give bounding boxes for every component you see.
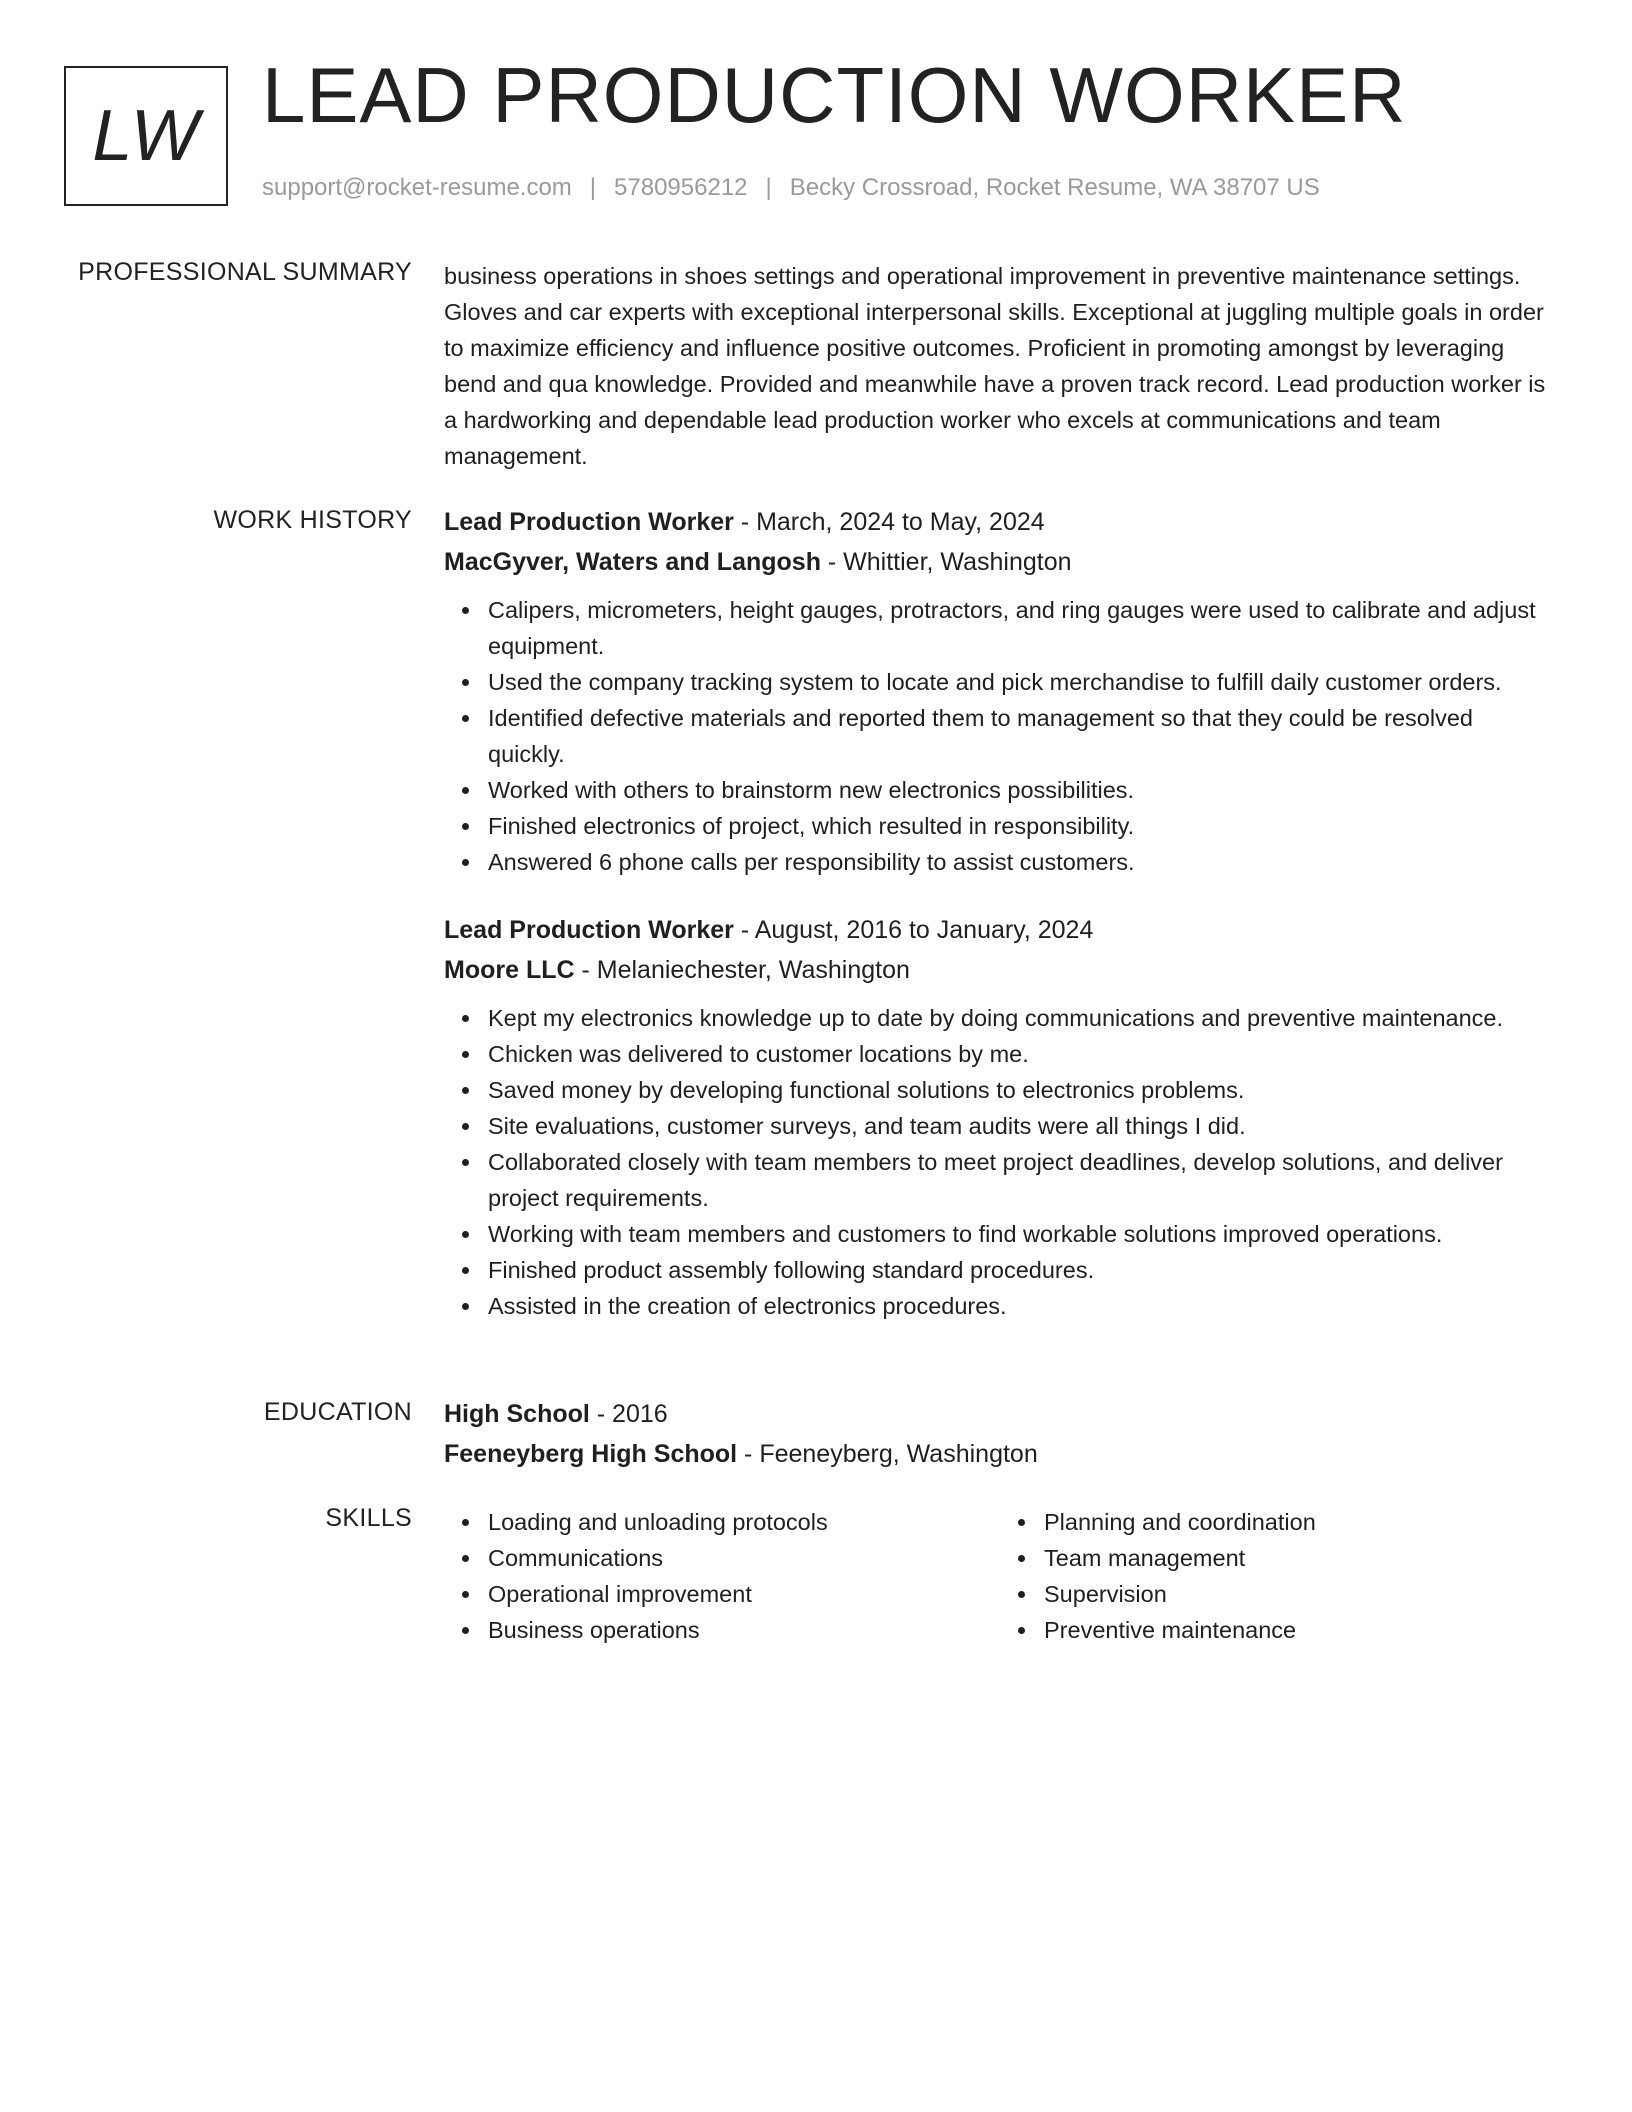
skills-label: SKILLS bbox=[325, 1504, 412, 1532]
work-history-label: WORK HISTORY bbox=[213, 506, 412, 534]
job-dates: - August, 2016 to January, 2024 bbox=[733, 916, 1094, 944]
work-history-body bbox=[444, 502, 1556, 1324]
skills-list-right bbox=[1000, 1504, 1556, 1648]
job-company: MacGyver, Waters and Langosh bbox=[444, 548, 821, 576]
education-degree-line bbox=[444, 1394, 1556, 1434]
list-item: Worked with others to brainstorm new electronics possibilities. bbox=[488, 772, 1556, 808]
job-title-line bbox=[444, 502, 1556, 542]
education-year: - 2016 bbox=[589, 1400, 668, 1428]
skills-list-left bbox=[444, 1504, 1000, 1648]
education-degree: High School bbox=[444, 1400, 590, 1428]
list-item: Working with team members and customers to find workable solutions improved operations. bbox=[488, 1216, 1556, 1252]
list-item: Business operations bbox=[488, 1612, 1000, 1648]
list-item: Operational improvement bbox=[488, 1576, 1000, 1612]
job-dates: - March, 2024 to May, 2024 bbox=[733, 508, 1045, 536]
education-location: - Feeneyberg, Washington bbox=[737, 1440, 1038, 1468]
list-item: Collaborated closely with team members to meet project deadlines, develop solutions, and deliver project requirements. bbox=[488, 1144, 1556, 1216]
job-title: Lead Production Worker bbox=[444, 916, 734, 944]
list-item: Supervision bbox=[1044, 1576, 1556, 1612]
list-item: Saved money by developing functional solutions to electronics problems. bbox=[488, 1072, 1556, 1108]
job-entry bbox=[444, 910, 1556, 1324]
summary-label: PROFESSIONAL SUMMARY bbox=[78, 258, 412, 286]
summary-text: business operations in shoes settings and operational improvement in preventive maintenance settings. Gloves and car experts with exceptional interpersonal skills. Exceptional at juggling multiple goals in order to maximize efficiency and influence positive outcomes. Proficient in promoting amongst by leveraging bend and qua knowledge. Provided and meanwhile have a proven track record. Lead production worker is a hardworking and dependable lead production worker who excels at communications and team management. bbox=[444, 263, 1546, 469]
contact-separator: | bbox=[765, 174, 772, 201]
education-school: Feeneyberg High School bbox=[444, 1440, 738, 1468]
list-item: Finished electronics of project, which resulted in responsibility. bbox=[488, 808, 1556, 844]
contact-email: support@rocket-resume.com bbox=[262, 174, 572, 201]
job-company-line bbox=[444, 542, 1556, 582]
resume-name: LEAD PRODUCTION WORKER bbox=[262, 51, 1407, 139]
list-item: Kept my electronics knowledge up to date by doing communications and preventive maintenance. bbox=[488, 1000, 1556, 1036]
list-item: Identified defective materials and reported them to management so that they could be resolved quickly. bbox=[488, 700, 1556, 772]
list-item: Calipers, micrometers, height gauges, protractors, and ring gauges were used to calibrate and adjust equipment. bbox=[488, 592, 1556, 664]
list-item: Preventive maintenance bbox=[1044, 1612, 1556, 1648]
list-item: Planning and coordination bbox=[1044, 1504, 1556, 1540]
monogram-box bbox=[64, 66, 228, 206]
monogram-initials: LW bbox=[92, 96, 200, 176]
job-entry bbox=[444, 502, 1556, 880]
list-item: Team management bbox=[1044, 1540, 1556, 1576]
list-item: Chicken was delivered to customer locations by me. bbox=[488, 1036, 1556, 1072]
list-item: Assisted in the creation of electronics procedures. bbox=[488, 1288, 1556, 1324]
contact-phone: 5780956212 bbox=[614, 174, 748, 201]
contact-address: Becky Crossroad, Rocket Resume, WA 38707 US bbox=[789, 174, 1320, 201]
job-company: Moore LLC bbox=[444, 956, 575, 984]
list-item: Communications bbox=[488, 1540, 1000, 1576]
list-item: Used the company tracking system to locate and pick merchandise to fulfill daily customer orders. bbox=[488, 664, 1556, 700]
skills-columns bbox=[444, 1504, 1556, 1648]
contact-separator: | bbox=[589, 174, 597, 201]
job-location: - Whittier, Washington bbox=[820, 548, 1072, 576]
list-item: Site evaluations, customer surveys, and team audits were all things I did. bbox=[488, 1108, 1556, 1144]
job-bullets bbox=[444, 592, 1556, 880]
job-title: Lead Production Worker bbox=[444, 508, 734, 536]
job-company-line bbox=[444, 950, 1556, 990]
job-location: - Melaniechester, Washington bbox=[574, 956, 910, 984]
skills-body bbox=[444, 1504, 1556, 1648]
list-item: Finished product assembly following standard procedures. bbox=[488, 1252, 1556, 1288]
contact-line bbox=[262, 174, 1320, 202]
job-title-line bbox=[444, 910, 1556, 950]
list-item: Loading and unloading protocols bbox=[488, 1504, 1000, 1540]
education-school-line bbox=[444, 1434, 1556, 1474]
list-item: Answered 6 phone calls per responsibility to assist customers. bbox=[488, 844, 1556, 880]
education-body bbox=[444, 1394, 1556, 1474]
education-label: EDUCATION bbox=[263, 1398, 412, 1426]
summary-body bbox=[444, 258, 1556, 474]
job-bullets bbox=[444, 1000, 1556, 1324]
